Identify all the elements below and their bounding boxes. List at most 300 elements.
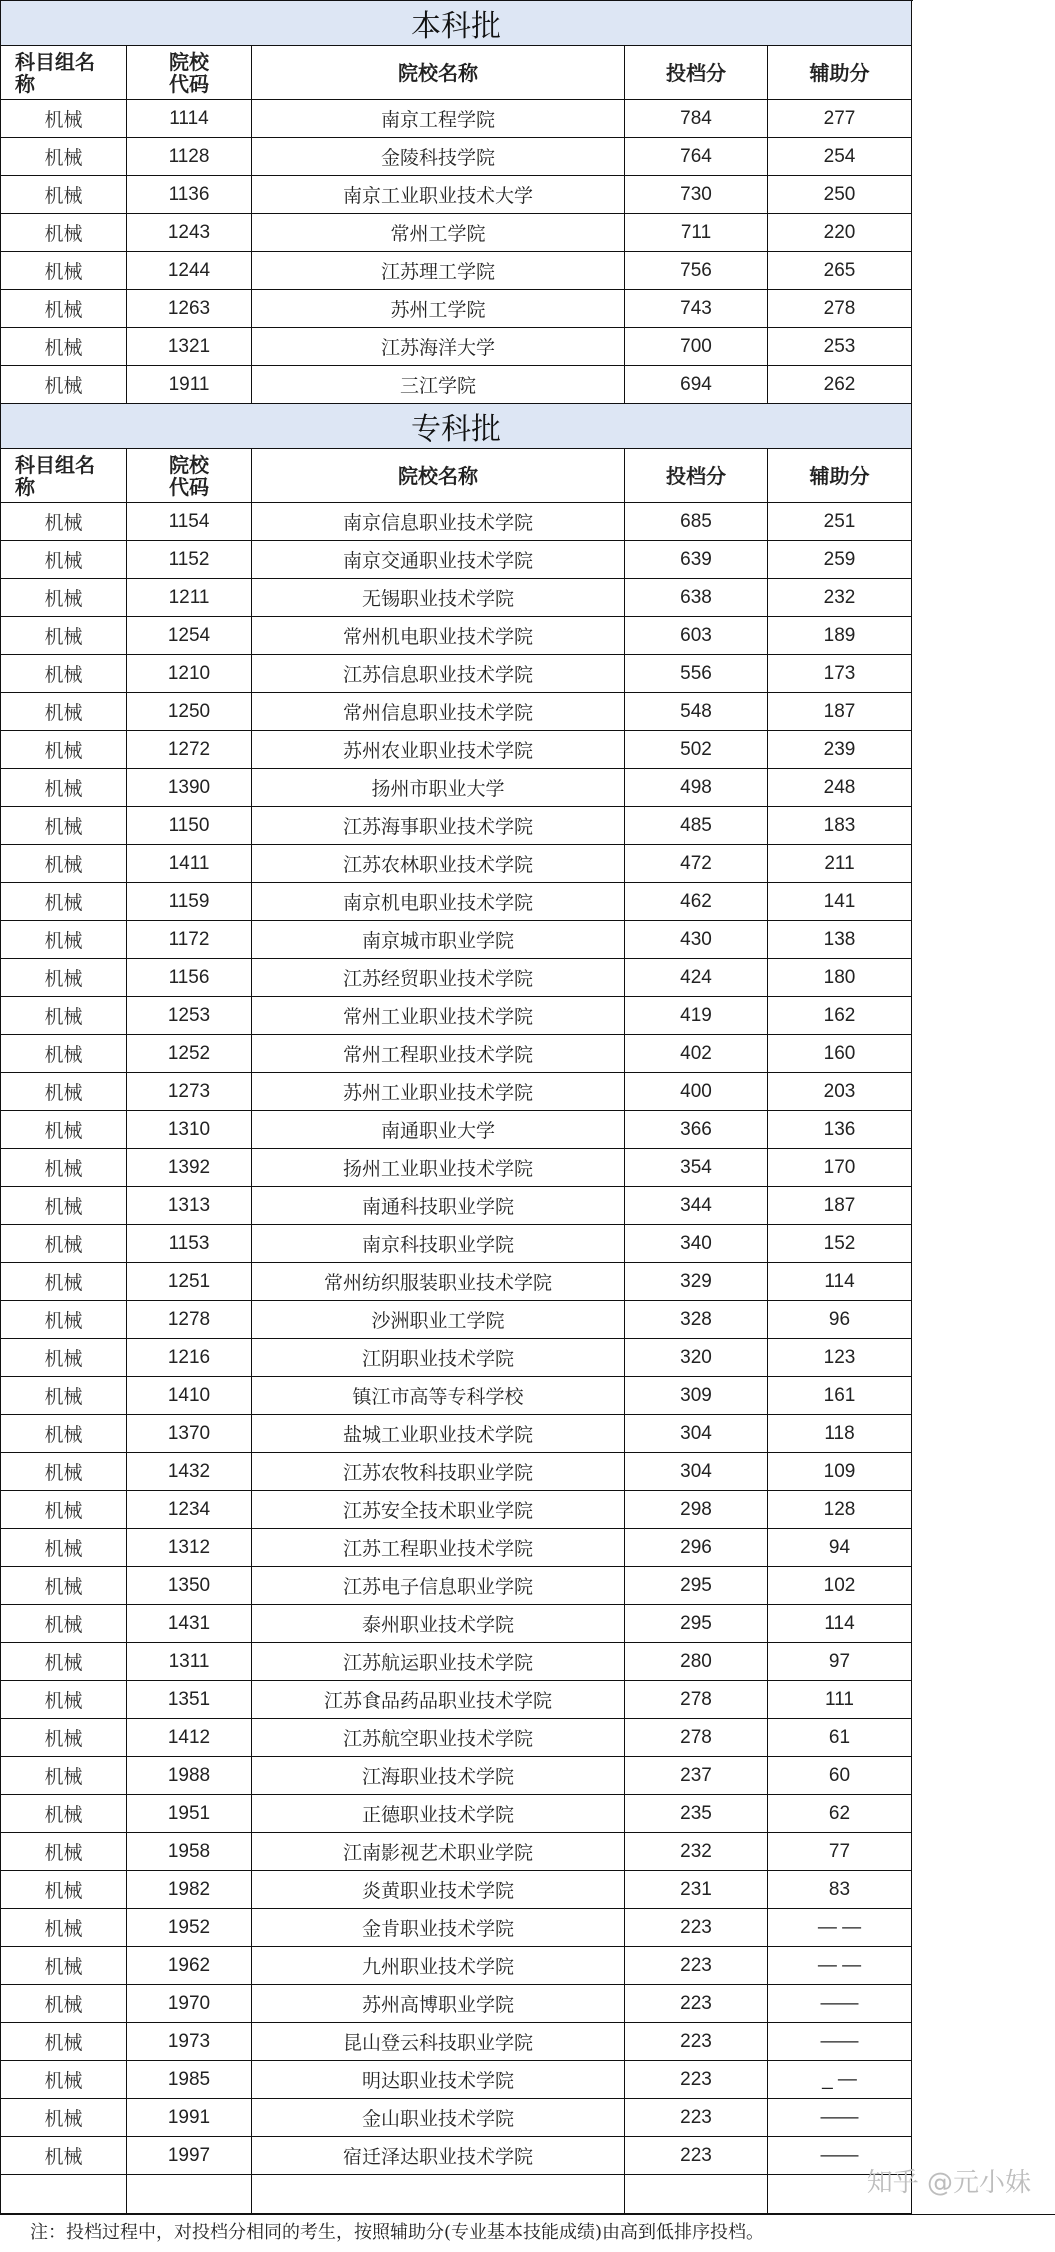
school-name-cell: 苏州农业职业技术学院 (252, 731, 625, 769)
subject-cell: 机械 (1, 1415, 127, 1453)
score-cell: 764 (625, 138, 768, 176)
table-row (1, 2099, 912, 2137)
score-cell: 430 (625, 921, 768, 959)
school-name-cell: 江苏航空职业技术学院 (252, 1719, 625, 1757)
subject-cell: 机械 (1, 2099, 127, 2137)
subject-cell: 机械 (1, 921, 127, 959)
score-cell: 278 (625, 1681, 768, 1719)
table-row (1, 1073, 912, 1111)
code-cell: 1154 (127, 503, 252, 541)
table-row (1, 1947, 912, 1985)
code-cell: 1310 (127, 1111, 252, 1149)
table-row (1, 2023, 912, 2061)
subject-cell: 机械 (1, 1795, 127, 1833)
school-name-cell: 苏州高博职业学院 (252, 1985, 625, 2023)
score-cell: 784 (625, 100, 768, 138)
code-cell: 1159 (127, 883, 252, 921)
code-cell: 1272 (127, 731, 252, 769)
aux-score-cell: 97 (768, 1643, 912, 1681)
subject-cell: 机械 (1, 2137, 127, 2175)
header-aux: 辅助分 (768, 449, 912, 503)
code-cell: 1234 (127, 1491, 252, 1529)
aux-score-cell: 220 (768, 214, 912, 252)
subject-cell: 机械 (1, 1035, 127, 1073)
aux-score-cell: 136 (768, 1111, 912, 1149)
table-row (1, 176, 912, 214)
code-cell: 1254 (127, 617, 252, 655)
table-row (1, 807, 912, 845)
table-row (1, 2061, 912, 2099)
school-name-cell: 九州职业技术学院 (252, 1947, 625, 1985)
school-name-cell: 江苏工程职业技术学院 (252, 1529, 625, 1567)
subject-cell: 机械 (1, 655, 127, 693)
code-cell: 1410 (127, 1377, 252, 1415)
code-cell: 1263 (127, 290, 252, 328)
school-name-cell: 南通职业大学 (252, 1111, 625, 1149)
table-row (1, 1681, 912, 1719)
code-cell: 1152 (127, 541, 252, 579)
aux-score-cell: 251 (768, 503, 912, 541)
school-name-cell: 三江学院 (252, 366, 625, 404)
score-cell: 400 (625, 1073, 768, 1111)
code-cell: 1251 (127, 1263, 252, 1301)
score-cell: 485 (625, 807, 768, 845)
score-cell: 328 (625, 1301, 768, 1339)
score-cell: 235 (625, 1795, 768, 1833)
aux-score-cell: 128 (768, 1491, 912, 1529)
school-name-cell: 炎黄职业技术学院 (252, 1871, 625, 1909)
score-cell: 638 (625, 579, 768, 617)
table-row (1, 328, 912, 366)
subject-cell: 机械 (1, 252, 127, 290)
subject-cell: 机械 (1, 1757, 127, 1795)
subject-cell: 机械 (1, 1491, 127, 1529)
score-cell: 354 (625, 1149, 768, 1187)
school-name-cell: 常州工程职业技术学院 (252, 1035, 625, 1073)
aux-score-cell: 173 (768, 655, 912, 693)
aux-score-cell: 96 (768, 1301, 912, 1339)
table-row (1, 1301, 912, 1339)
school-name-cell: 金肯职业技术学院 (252, 1909, 625, 1947)
subject-cell: 机械 (1, 1187, 127, 1225)
code-cell: 1985 (127, 2061, 252, 2099)
score-cell: 402 (625, 1035, 768, 1073)
table-row (1, 1643, 912, 1681)
code-cell: 1150 (127, 807, 252, 845)
table-row (1, 1415, 912, 1453)
school-name-cell: 江苏海洋大学 (252, 328, 625, 366)
school-name-cell: 明达职业技术学院 (252, 2061, 625, 2099)
code-cell: 1172 (127, 921, 252, 959)
aux-score-cell: 183 (768, 807, 912, 845)
score-cell: 556 (625, 655, 768, 693)
table-row (1, 1871, 912, 1909)
score-cell: 295 (625, 1567, 768, 1605)
table-row (1, 503, 912, 541)
school-name-cell: 苏州工业职业技术学院 (252, 1073, 625, 1111)
aux-score-cell: 203 (768, 1073, 912, 1111)
table-row (1, 883, 912, 921)
code-cell: 1244 (127, 252, 252, 290)
table-row (1, 1757, 912, 1795)
aux-score-cell: 262 (768, 366, 912, 404)
header-code: 院校代码 (127, 46, 252, 100)
code-cell: 1252 (127, 1035, 252, 1073)
score-cell: 472 (625, 845, 768, 883)
school-name-cell: 扬州工业职业技术学院 (252, 1149, 625, 1187)
table-row (1, 1453, 912, 1491)
table-row (1, 290, 912, 328)
code-cell: 1951 (127, 1795, 252, 1833)
table-row (1, 1187, 912, 1225)
table-row (1, 1263, 912, 1301)
table-row (1, 252, 912, 290)
school-name-cell: 江南影视艺术职业学院 (252, 1833, 625, 1871)
header-row (1, 46, 912, 100)
subject-cell: 机械 (1, 731, 127, 769)
school-name-cell: 泰州职业技术学院 (252, 1605, 625, 1643)
table-row (1, 655, 912, 693)
school-name-cell: 南京交通职业技术学院 (252, 541, 625, 579)
empty-cell (625, 2175, 768, 2214)
school-name-cell: 昆山登云科技职业学院 (252, 2023, 625, 2061)
code-cell: 1351 (127, 1681, 252, 1719)
score-cell: 462 (625, 883, 768, 921)
aux-score-cell: 94 (768, 1529, 912, 1567)
code-cell: 1156 (127, 959, 252, 997)
score-cell: 743 (625, 290, 768, 328)
subject-cell: 机械 (1, 1073, 127, 1111)
school-name-cell: 镇江市高等专科学校 (252, 1377, 625, 1415)
aux-score-cell: 60 (768, 1757, 912, 1795)
subject-cell: 机械 (1, 1111, 127, 1149)
aux-score-cell: 170 (768, 1149, 912, 1187)
code-cell: 1390 (127, 769, 252, 807)
subject-cell: 机械 (1, 328, 127, 366)
score-cell: 298 (625, 1491, 768, 1529)
section-band (1, 404, 912, 449)
code-cell: 1350 (127, 1567, 252, 1605)
table-row (1, 1339, 912, 1377)
aux-score-cell: 62 (768, 1795, 912, 1833)
section-title: 本科批 (1, 1, 912, 46)
subject-cell: 机械 (1, 1453, 127, 1491)
score-cell: 278 (625, 1719, 768, 1757)
aux-score-cell: —— (768, 2023, 912, 2061)
code-cell: 1250 (127, 693, 252, 731)
empty-cell (127, 2175, 252, 2214)
code-cell: 1273 (127, 1073, 252, 1111)
subject-cell: 机械 (1, 1947, 127, 1985)
code-cell: 1312 (127, 1529, 252, 1567)
aux-score-cell: 83 (768, 1871, 912, 1909)
table-row (1, 1795, 912, 1833)
subject-cell: 机械 (1, 1263, 127, 1301)
score-cell: 685 (625, 503, 768, 541)
table-row (1, 997, 912, 1035)
aux-score-cell: 253 (768, 328, 912, 366)
subject-cell: 机械 (1, 1377, 127, 1415)
school-name-cell: 宿迁泽达职业技术学院 (252, 2137, 625, 2175)
table-row (1, 579, 912, 617)
subject-cell: 机械 (1, 541, 127, 579)
subject-cell: 机械 (1, 176, 127, 214)
aux-score-cell: —— (768, 2137, 912, 2175)
table-row (1, 617, 912, 655)
score-cell: 223 (625, 2099, 768, 2137)
score-cell: 280 (625, 1643, 768, 1681)
school-name-cell: 常州信息职业技术学院 (252, 693, 625, 731)
code-cell: 1431 (127, 1605, 252, 1643)
subject-cell: 机械 (1, 1529, 127, 1567)
subject-cell: 机械 (1, 1149, 127, 1187)
school-name-cell: 江苏食品药品职业技术学院 (252, 1681, 625, 1719)
table-row (1, 1225, 912, 1263)
header-name: 院校名称 (252, 46, 625, 100)
school-name-cell: 江苏海事职业技术学院 (252, 807, 625, 845)
subject-cell: 机械 (1, 1225, 127, 1263)
aux-score-cell: 259 (768, 541, 912, 579)
score-cell: 502 (625, 731, 768, 769)
school-name-cell: 沙洲职业工学院 (252, 1301, 625, 1339)
score-cell: 320 (625, 1339, 768, 1377)
aux-score-cell: 187 (768, 1187, 912, 1225)
subject-cell: 机械 (1, 2061, 127, 2099)
score-cell: 223 (625, 1985, 768, 2023)
table-row (1, 959, 912, 997)
section-title: 专科批 (1, 404, 912, 449)
score-cell: 223 (625, 1909, 768, 1947)
code-cell: 1952 (127, 1909, 252, 1947)
aux-score-cell: 232 (768, 579, 912, 617)
header-row (1, 449, 912, 503)
score-cell: 295 (625, 1605, 768, 1643)
code-cell: 1991 (127, 2099, 252, 2137)
code-cell: 1370 (127, 1415, 252, 1453)
code-cell: 1243 (127, 214, 252, 252)
score-cell: 304 (625, 1415, 768, 1453)
score-cell: 340 (625, 1225, 768, 1263)
school-name-cell: 江苏农林职业技术学院 (252, 845, 625, 883)
score-cell: 603 (625, 617, 768, 655)
aux-score-cell: 123 (768, 1339, 912, 1377)
score-cell: 223 (625, 1947, 768, 1985)
aux-score-cell: — — (768, 1909, 912, 1947)
code-cell: 1311 (127, 1643, 252, 1681)
school-name-cell: 南京机电职业技术学院 (252, 883, 625, 921)
aux-score-cell: 152 (768, 1225, 912, 1263)
aux-score-cell: 189 (768, 617, 912, 655)
aux-score-cell: 114 (768, 1263, 912, 1301)
score-cell: 419 (625, 997, 768, 1035)
table-row (1, 214, 912, 252)
school-name-cell: 常州纺织服装职业技术学院 (252, 1263, 625, 1301)
header-aux: 辅助分 (768, 46, 912, 100)
subject-cell: 机械 (1, 959, 127, 997)
table-row (1, 1149, 912, 1187)
subject-cell: 机械 (1, 1301, 127, 1339)
header-score: 投档分 (625, 46, 768, 100)
subject-cell: 机械 (1, 1719, 127, 1757)
school-name-cell: 无锡职业技术学院 (252, 579, 625, 617)
table-row (1, 731, 912, 769)
school-name-cell: 江苏航运职业技术学院 (252, 1643, 625, 1681)
score-cell: 711 (625, 214, 768, 252)
table-row (1, 541, 912, 579)
school-name-cell: 江苏安全技术职业学院 (252, 1491, 625, 1529)
subject-cell: 机械 (1, 845, 127, 883)
aux-score-cell: 61 (768, 1719, 912, 1757)
header-subject: 科目组名称 (1, 46, 127, 100)
footnote: 注：投档过程中，对投档分相同的考生，按照辅助分(专业基本技能成绩)由高到低排序投档。 (0, 2214, 1055, 2252)
subject-cell: 机械 (1, 2023, 127, 2061)
code-cell: 1392 (127, 1149, 252, 1187)
table-row (1, 366, 912, 404)
table-row (1, 1529, 912, 1567)
subject-cell: 机械 (1, 807, 127, 845)
subject-cell: 机械 (1, 1833, 127, 1871)
header-name: 院校名称 (252, 449, 625, 503)
score-cell: 694 (625, 366, 768, 404)
code-cell: 1988 (127, 1757, 252, 1795)
school-name-cell: 江苏经贸职业技术学院 (252, 959, 625, 997)
aux-score-cell: 77 (768, 1833, 912, 1871)
table-row (1, 921, 912, 959)
aux-score-cell: 277 (768, 100, 912, 138)
code-cell: 1128 (127, 138, 252, 176)
subject-cell: 机械 (1, 1909, 127, 1947)
school-name-cell: 江苏农牧科技职业学院 (252, 1453, 625, 1491)
school-name-cell: 常州机电职业技术学院 (252, 617, 625, 655)
score-cell: 756 (625, 252, 768, 290)
aux-score-cell: 102 (768, 1567, 912, 1605)
table-row (1, 1833, 912, 1871)
subject-cell: 机械 (1, 579, 127, 617)
aux-score-cell: 187 (768, 693, 912, 731)
code-cell: 1278 (127, 1301, 252, 1339)
table-row (1, 693, 912, 731)
table-row (1, 1985, 912, 2023)
aux-score-cell: 254 (768, 138, 912, 176)
table-row (1, 1909, 912, 1947)
score-cell: 304 (625, 1453, 768, 1491)
score-cell: 366 (625, 1111, 768, 1149)
table-row (1, 1111, 912, 1149)
score-cell: 424 (625, 959, 768, 997)
subject-cell: 机械 (1, 883, 127, 921)
subject-cell: 机械 (1, 617, 127, 655)
empty-cell (1, 2175, 127, 2214)
code-cell: 1982 (127, 1871, 252, 1909)
code-cell: 1412 (127, 1719, 252, 1757)
aux-score-cell: 278 (768, 290, 912, 328)
aux-score-cell: 211 (768, 845, 912, 883)
aux-score-cell: 248 (768, 769, 912, 807)
code-cell: 1958 (127, 1833, 252, 1871)
score-cell: 309 (625, 1377, 768, 1415)
aux-score-cell: 109 (768, 1453, 912, 1491)
subject-cell: 机械 (1, 100, 127, 138)
empty-cell (252, 2175, 625, 2214)
aux-score-cell: 118 (768, 1415, 912, 1453)
watermark: 知乎 @元小妹 (866, 2168, 1031, 2198)
code-cell: 1210 (127, 655, 252, 693)
code-cell: 1970 (127, 1985, 252, 2023)
school-name-cell: 南京工程学院 (252, 100, 625, 138)
table-row (1, 1491, 912, 1529)
code-cell: 1411 (127, 845, 252, 883)
subject-cell: 机械 (1, 1871, 127, 1909)
code-cell: 1321 (127, 328, 252, 366)
school-name-cell: 南京城市职业学院 (252, 921, 625, 959)
table-row (1, 138, 912, 176)
aux-score-cell: 141 (768, 883, 912, 921)
school-name-cell: 金山职业技术学院 (252, 2099, 625, 2137)
aux-score-cell: —— (768, 2099, 912, 2137)
score-cell: 329 (625, 1263, 768, 1301)
score-cell: 237 (625, 1757, 768, 1795)
school-name-cell: 江海职业技术学院 (252, 1757, 625, 1795)
header-subject: 科目组名称 (1, 449, 127, 503)
table-row (1, 1377, 912, 1415)
subject-cell: 机械 (1, 1681, 127, 1719)
school-name-cell: 南京工业职业技术大学 (252, 176, 625, 214)
subject-cell: 机械 (1, 138, 127, 176)
table-row (1, 845, 912, 883)
aux-score-cell: 239 (768, 731, 912, 769)
aux-score-cell: —— (768, 1985, 912, 2023)
score-cell: 498 (625, 769, 768, 807)
section-band (1, 1, 912, 46)
table-row (1, 100, 912, 138)
subject-cell: 机械 (1, 1985, 127, 2023)
aux-score-cell: 180 (768, 959, 912, 997)
aux-score-cell: 162 (768, 997, 912, 1035)
code-cell: 1313 (127, 1187, 252, 1225)
table-row (1, 1605, 912, 1643)
score-cell: 344 (625, 1187, 768, 1225)
score-cell: 223 (625, 2137, 768, 2175)
school-name-cell: 江苏电子信息职业学院 (252, 1567, 625, 1605)
table-row (1, 1719, 912, 1757)
school-name-cell: 南京科技职业学院 (252, 1225, 625, 1263)
school-name-cell: 正德职业技术学院 (252, 1795, 625, 1833)
code-cell: 1432 (127, 1453, 252, 1491)
score-cell: 223 (625, 2061, 768, 2099)
subject-cell: 机械 (1, 693, 127, 731)
score-cell: 231 (625, 1871, 768, 1909)
table-row (1, 2137, 912, 2175)
school-name-cell: 南京信息职业技术学院 (252, 503, 625, 541)
score-cell: 639 (625, 541, 768, 579)
school-name-cell: 常州工学院 (252, 214, 625, 252)
table-row (1, 769, 912, 807)
aux-score-cell: 114 (768, 1605, 912, 1643)
score-cell: 700 (625, 328, 768, 366)
code-cell: 1962 (127, 1947, 252, 1985)
aux-score-cell: 250 (768, 176, 912, 214)
subject-cell: 机械 (1, 1605, 127, 1643)
blank-row (1, 2175, 912, 2214)
code-cell: 1911 (127, 366, 252, 404)
table-row (1, 1035, 912, 1073)
school-name-cell: 江苏信息职业技术学院 (252, 655, 625, 693)
school-name-cell: 常州工业职业技术学院 (252, 997, 625, 1035)
aux-score-cell: — — (768, 1947, 912, 1985)
score-cell: 223 (625, 2023, 768, 2061)
school-name-cell: 金陵科技学院 (252, 138, 625, 176)
code-cell: 1997 (127, 2137, 252, 2175)
